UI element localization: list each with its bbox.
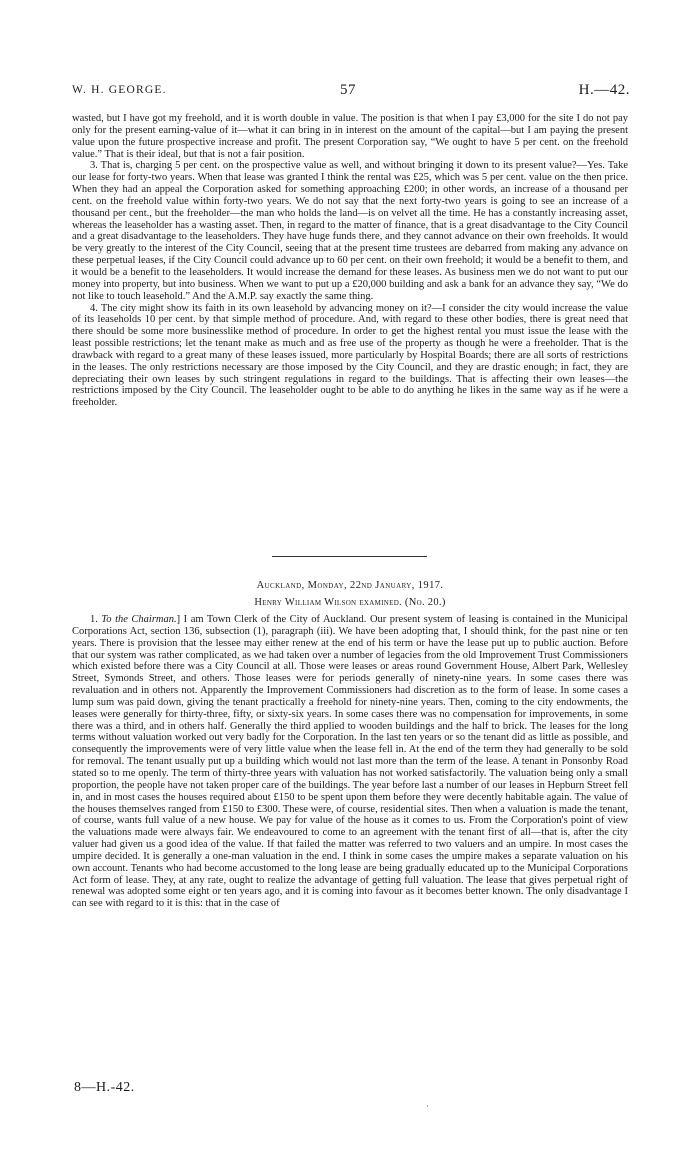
page-mark: ·: [426, 1101, 429, 1111]
question-number: 1.: [90, 614, 102, 625]
answer-text: ] I am Town Clerk of the City of Auckland. Our present system of leasing is contained in the Municipal Corporations Act, section 136, subsection (1), paragraph (iii). We have been adopting that, I should think, for the past nine or ten years. There is provision that the lessee may either renew at the end of his term or have the lease put up to public auction. Before that our system was rather complicated, as we had taken over a number of legacies from the old Improvement Trust Commissioners which existed before there was a City Council at all. Those were leases or areas round Government House, Albert Park, Wellesley Street, Symonds Street, and others. Those leases were for periods generally of ninety-nine years. In some cases there was revaluation and in others not. Apparently the Improvement Commissioners had discretion as to the form of lease. In some cases a lump sum was paid down, giving the tenant practically a freehold for ninety-nine years. Then, coming to the city endowments, the leases were generally for thirty-three, fifty, or sixty-six years. In some cases there was no compensation for improvements, in some there was a third, and in others half. Generally the third applied to wooden buildings and the half to brick. The leases for the long terms without valuation worked out very badly for the Corporation. In the last ten years or so the tenant did as little as possible, and consequently the improvements were of very little value when the lease fell in. At the end of the term they had generally to be sold for removal. The tenant usually put up a building which would not last more than the term of the lease. A tenant in Ponsonby Road stated so to me openly. The term of thirty-three years with valuation has not worked satisfactorily. The valuation being only a small proportion, the people have not taken proper care of the buildings. The year before last a number of our leases in Hepburn Street fell in, and in most cases the houses required about £150 to be spent upon them before they were decently habitable again. The value of the houses themselves ranged from £150 to £300. These were, of course, residential sites. Then when a valuation is made the tenant, of course, wants full value of a new house. We pay for value of the house as it comes to us. From the Corporation's point of view the valuations made were always fair. We endeavoured to come to an agreement with the tenant first of all—that is, after the city valuer had given us a good idea of the value. If that failed the matter was referred to two valuers and an umpire. In most cases the umpire decided. It is generally a one-man valuation in the end. I think in some cases the umpire makes a separate valuation on his own account. Tenants who had become accustomed to the long lease are being gradually educated up to the Municipal Corporations Act form of lease. They, at any rate, ought to realize the advantage of getting full valuation. The lease that gives perpetual right of renewal was adopted some eight or ten years ago, and it is coming into favour as it becomes better known. The only disadvantage I can see with regard to it is this: that in the case of: [72, 614, 628, 910]
page-header: [72, 84, 630, 104]
paragraph-continued: wasted, but I have got my freehold, and it is worth double in value. The position is that when I pay £3,000 for the site I do not pay only for the present earning-value of it—what it can bring in in interest on the amount of the capital—but I am paying the present value upon the future prospective increase and profit. The present Corporation say, “We ought to have 5 per cent. on the freehold value.” That is their ideal, but that is not a fair position.: [72, 113, 628, 160]
addressee: To the Chairman.: [101, 614, 177, 625]
sheet-signature: 8—H.-42.: [74, 1080, 135, 1095]
witness-heading: [72, 597, 628, 608]
paragraph-question-1: [72, 614, 628, 910]
header-witness-name: W. H. GEORGE.: [72, 84, 167, 96]
evidence-wilson: [72, 614, 628, 910]
paragraph-question-4: 4. The city might show its faith in its own leasehold by advancing money on it?—I consider the city would increase the value of its leaseholds 10 per cent. by that simple method of procedure. And, with regard to these other bodies, there is great need that there should be some more businesslike method of procedure. In order to get the highest rental you must issue the lease with the least possible restrictions; let the tenant make as much and as free use of the property as though he were a freeholder. That is the drawback with regard to a great many of these leases issued, more particularly by Hospital Boards; there are all sorts of restrictions in the leases. The only restrictions necessary are those imposed by the City Council, and they are drastic enough; in fact, they are depreciating their own leases by such stringent regulations in regard to the buildings. That is affecting their own leases—the restrictions imposed by the City Council. The leaseholder ought to be able to do anything he likes in the same way as if he were a freeholder.: [72, 302, 628, 409]
witness-heading-text: Henry William Wilson examined. (No. 20.): [254, 597, 446, 608]
place-date-heading: Auckland, Monday, 22nd January, 1917.: [256, 580, 444, 591]
paragraph-question-3: 3. That is, charging 5 per cent. on the prospective value as well, and without bringing it down to its present value?—Yes. Take our lease for forty-two years. When that lease was granted I think the rental was £25, which was 5 per cent. value on the then price. When they had an appeal the Corporation asked for something approaching £200; in other words, an increase of a thousand per cent. on the freehold value within forty-two years. We do not say that the next forty-two years is going to see an increase of a thousand per cent., but the freeholder—the man who holds the land—is on velvet all the time. He has a constantly increasing asset, whereas the leaseholder has a wasting asset. Then, in regard to the matter of finance, that is a great disadvantage to the City Council and a great disadvantage to the leaseholders. They have huge funds there, and they cannot advance on their own freeholds. It would be very greatly to the interest of the City Council, seeing that at the present time trustees are debarred from making any advance on these perpetual leases, if the City Council could advance up to 60 per cent. on their own freehold; it would be a benefit to them, and it would be a benefit to the leaseholders. It would increase the demand for these leases. As business men we do not want to put our money into property, but into business. When we want to put up a £20,000 building and ask a bank for an advance they say, “We do not like to touch leasehold.” And the A.M.P. say exactly the same thing.: [72, 160, 628, 302]
section-divider: [272, 556, 427, 557]
evidence-continued: [72, 113, 628, 409]
page-number: 57: [340, 82, 356, 98]
document-reference: H.—42.: [578, 82, 630, 98]
